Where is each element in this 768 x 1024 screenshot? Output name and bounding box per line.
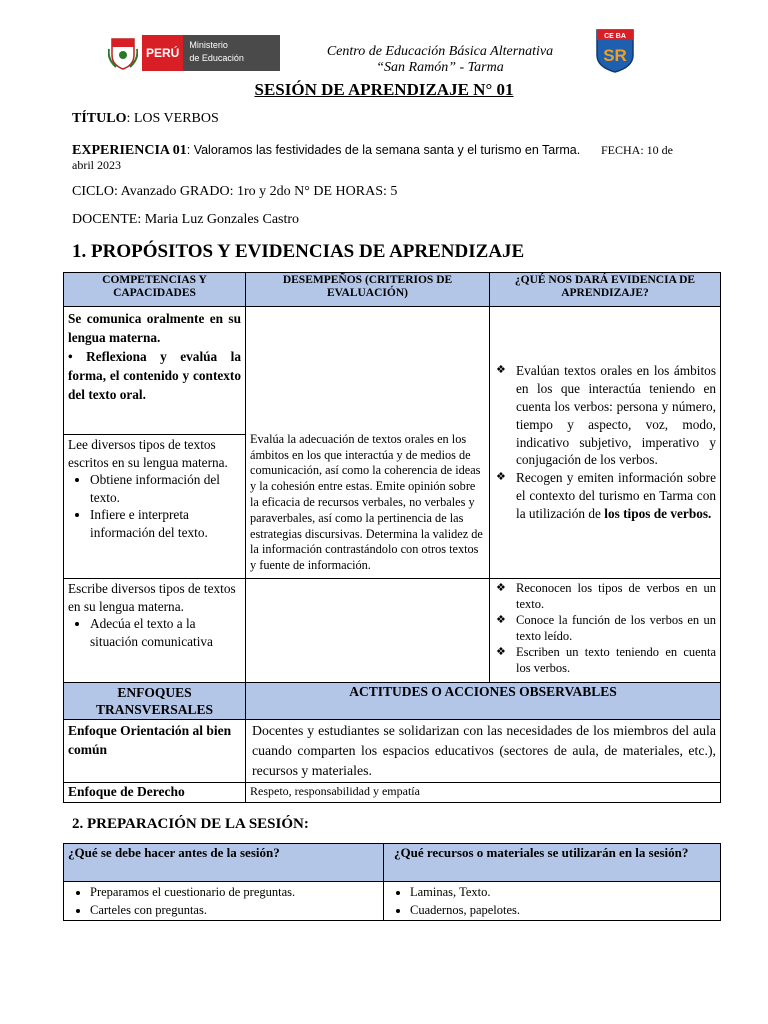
list-item: • Preparamos el cuestionario de preguntas. [90,883,379,901]
col-header-evidencia: ¿QUÉ NOS DARÁ EVIDENCIA DE APRENDIZAJE? [490,273,721,307]
enfoque-bien-comun-text: Docentes y estudiantes se solidarizan con las necesidades de los miembros del aula cuando comparten los espacios educativos (sectores de aula, de materiales, etc.), recursos y materiales. [246,720,721,783]
peru-ministry-logo [108,32,280,74]
actitudes-header: ACTITUDES O ACCIONES OBSERVABLES [246,683,721,720]
competencia-lee: Lee diversos tipos de textos escritos en su lengua materna. • Obtiene información del texto. • Infiere e interpreta información del texto. [64,435,246,579]
desempeno-cell: Evalúa la adecuación de textos orales en los ámbitos en los que interactúa y de medios de comunicación, así como la coherencia de ideas y la cohesión entre estas. Emite opinión sobre la eficacia de recursos verbales, no verbales y paraverbales, así como la pertinencia de las estrategias discursivas. Determina la validez de la información contrastándolo con otros textos y fuente de información. [246,307,490,579]
experiencia-line: EXPERIENCIA 01: Valoramos las festividades de la semana santa y el turismo en Tarma. FECHA: 10 de [72,143,673,158]
evidencia-oral-cell [490,307,721,579]
capacidad-item: • Adecúa el texto a la situación comunicativa [90,615,241,650]
evidencia-escrita-cell [490,579,721,683]
evidence-item: ❖ Conoce la función de los verbos en un texto leído. [516,612,716,644]
enfoque-derecho: Enfoque de Derecho [64,783,246,803]
section1-title: 1. PROPÓSITOS Y EVIDENCIAS DE APRENDIZAJE [72,241,525,262]
capacidad-item: • Infiere e interpreta información del texto. [90,506,241,541]
enfoque-derecho-text: Respeto, responsabilidad y empatía [246,783,721,803]
antes-cell [64,882,384,921]
peru-label: PERÚ [142,35,183,71]
svg-text:CE BA: CE BA [604,33,626,40]
competencia-escribe: Escribe diversos tipos de textos en su lengua materna. • Adecúa el texto a la situación comunicativa [64,579,246,683]
col-header-competencias: COMPETENCIAS Y CAPACIDADES [64,273,246,307]
col-header-antes: ¿Qué se debe hacer antes de la sesión? [64,844,384,882]
competencia-oral: Se comunica oralmente en su lengua materna. • Reflexiona y evalúa la forma, el contenido y contexto del texto oral. [64,307,246,435]
docente-line: DOCENTE: Maria Luz Gonzales Castro [72,212,300,227]
school-badge-logo [594,27,636,73]
titulo-line: TÍTULO: LOS VERBOS [72,111,219,126]
ciclo-line: CICLO: Avanzado GRADO: 1ro y 2do N° DE HORAS: 5 [72,184,398,199]
ministry-label: Ministerio de Educación [183,35,280,71]
col-header-desempenos: DESEMPEÑOS (CRITERIOS DE EVALUACIÓN) [246,273,490,307]
enfoque-bien-comun: Enfoque Orientación al bien común [64,720,246,783]
section2-title: 2. PREPARACIÓN DE LA SESIÓN: [72,816,309,832]
svg-text:SR: SR [603,46,627,65]
empty-desempeno-cell [246,579,490,683]
evidence-item: ❖ Escriben un texto teniendo en cuenta los verbos. [516,644,716,676]
fecha-continuation: abril 2023 [72,158,121,172]
enfoques-header: ENFOQUES TRANSVERSALES [64,683,246,720]
evidence-item: ❖ Evalúan textos orales en los ámbitos en los que interactúa teniendo en cuenta los verbos: persona y número, tiempo y aspecto, voz, modo, indicativo subjetivo, imperativo y conjugación de los verbos. [516,362,716,469]
preparation-table [63,843,721,921]
school-name: Centro de Educación Básica Alternativa “San Ramón” - Tarma [326,44,554,75]
list-item: • Laminas, Texto. [410,883,716,901]
list-item: • Carteles con preguntas. [90,901,379,919]
peru-coat-of-arms-icon [108,35,138,71]
purposes-table [63,272,721,803]
recursos-cell [384,882,721,921]
capacidad-item: • Obtiene información del texto. [90,471,241,506]
col-header-recursos: ¿Qué recursos o materiales se utilizarán en la sesión? [384,844,721,882]
list-item: • Cuadernos, papelotes. [410,901,716,919]
page-title: SESIÓN DE APRENDIZAJE N° 01 [254,80,514,99]
evidence-item: ❖ Reconocen los tipos de verbos en un texto. [516,580,716,612]
evidence-item: ❖ Recogen y emiten información sobre el contexto del turismo en Tarma con la utilización de los tipos de verbos. [516,469,716,522]
